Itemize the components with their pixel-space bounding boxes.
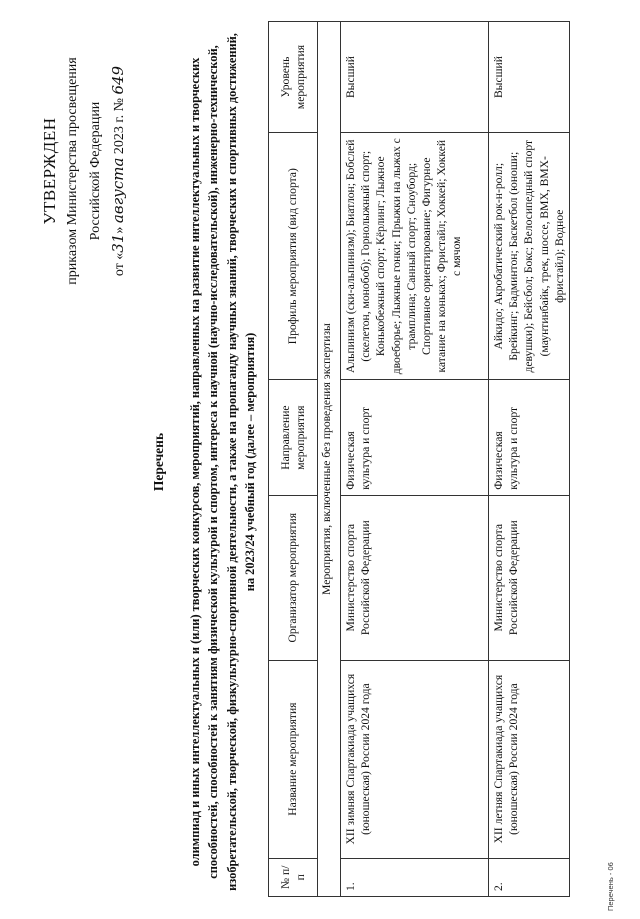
row-profile: Альпинизм (ски-альпинизм); Биатлон; Бобслей (скелетон, монобоб); Горнолыжный спорт; Конькобежный спорт; Кёрлинг; Лыжное двоеборье; Лыжные гонки; Прыжки на лыжах с трамплина; Санный спорт; Сноуборд; Спортивное ориентирование; Фигурное катание на коньках; Фристайл; Хоккей; Хоккей с мячом — [341, 133, 489, 380]
date-year: 2023 г. № — [112, 94, 127, 158]
header-profile: Профиль мероприятия (вид спорта) — [269, 133, 318, 380]
row-profile: Айкидо; Акробатический рок-н-ролл; Брейкинг; Бадминтон; Баскетбол (юноши; девушки); Бейсбол; Бокс; Велосипедный спорт (маунтинбайк, трек, шоссе, BMX, BMX-фристайл); Водное — [489, 133, 570, 380]
approval-title: УТВЕРЖДЕН — [40, 117, 59, 225]
row-num: 1. — [341, 858, 489, 896]
date-month: августа — [109, 157, 127, 224]
header-name: Название мероприятия — [269, 660, 318, 858]
header-level: Уровень мероприятия — [269, 22, 318, 133]
row-name: XII летняя Спартакиада учащихся (юношеская) России 2024 года — [489, 660, 570, 858]
table-header-row — [269, 22, 318, 897]
approval-stamp — [38, 21, 131, 321]
row-organizer: Министерство спорта Российской Федерации — [341, 495, 489, 660]
document-subtitle: олимпиад и иных интеллектуальных и (или) творческих конкурсов, мероприятий, направленных на развитие интеллектуальных и творческих способностей, способностей к занятиям физической культурой и спортом, интереса к научной (научно-исследовательской), инженерно-технической, изобретательской, творческой, физкультурно-спортивной деятельности, а также на пропаганду научных знаний, творческих и спортивных достижений, на 2023/24 учебный год (далее – мероприятия) — [188, 33, 257, 891]
date-prefix: от « — [112, 252, 127, 277]
approval-date-line — [107, 21, 131, 321]
page-footer: Перечень - 06 — [606, 862, 615, 911]
row-name: XII зимняя Спартакиада учащихся (юношеская) России 2024 года — [341, 660, 489, 858]
date-mid: » — [112, 223, 127, 234]
document-heading — [150, 27, 259, 897]
header-num: № п/п — [269, 858, 318, 896]
header-organizer: Организатор мероприятия — [269, 495, 318, 660]
events-table — [268, 21, 570, 897]
section-title: Мероприятия, включенные без проведения экспертизы — [318, 22, 341, 897]
row-direction: Физическая культура и спорт — [489, 380, 570, 495]
row-level: Высший — [341, 22, 489, 133]
table-section-row — [318, 22, 341, 897]
table-row — [341, 22, 489, 897]
row-level: Высший — [489, 22, 570, 133]
order-number: 649 — [109, 65, 127, 95]
row-organizer: Министерство спорта Российской Федерации — [489, 495, 570, 660]
date-day: 31 — [109, 233, 127, 253]
approval-ministry-line: Российской Федерации — [88, 101, 103, 241]
document-title: Перечень — [151, 432, 166, 492]
row-direction: Физическая культура и спорт — [341, 380, 489, 495]
header-direction: Направление мероприятия — [269, 380, 318, 495]
approval-order-line: приказом Министерства просвещения — [65, 57, 80, 285]
row-num: 2. — [489, 858, 570, 896]
table-row — [489, 22, 570, 897]
